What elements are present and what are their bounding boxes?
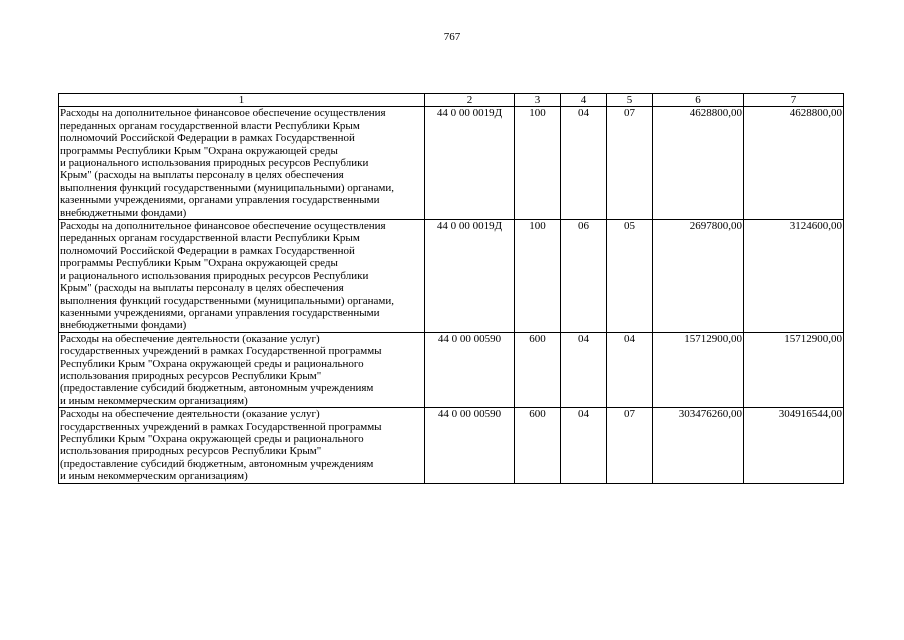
header-cell: 1 <box>59 94 425 107</box>
page-number: 767 <box>443 31 461 43</box>
amount-col6-cell: 4628800,00 <box>653 107 744 220</box>
expense-type-cell: 100 <box>515 107 561 220</box>
section-cell: 04 <box>561 107 607 220</box>
header-cell: 2 <box>425 94 515 107</box>
description-cell: Расходы на дополнительное финансовое обеспечение осуществления переданных органам государственной власти Республики Крым полномочий Российской Федерации в рамках Государственной программы Республики Крым "Охрана окружающей среды и рационального использования природных ресурсов Республики Крым" (расходы на выплаты персоналу в целях обеспечения выполнения функций государственными (муниципальными) органами, казенными учреждениями, органами управления государственными внебюджетными фондами) <box>59 220 425 333</box>
amount-col6-cell: 303476260,00 <box>653 408 744 483</box>
section-cell: 06 <box>561 220 607 333</box>
subsection-cell: 05 <box>607 220 653 333</box>
section-cell: 04 <box>561 332 607 407</box>
target-code-cell: 44 0 00 0019Д <box>425 107 515 220</box>
target-code-cell: 44 0 00 00590 <box>425 408 515 483</box>
header-cell: 6 <box>653 94 744 107</box>
amount-col6-cell: 15712900,00 <box>653 332 744 407</box>
section-cell: 04 <box>561 408 607 483</box>
table-row <box>59 220 844 333</box>
description-cell: Расходы на дополнительное финансовое обеспечение осуществления переданных органам государственной власти Республики Крым полномочий Российской Федерации в рамках Государственной программы Республики Крым "Охрана окружающей среды и рационального использования природных ресурсов Республики Крым" (расходы на выплаты персоналу в целях обеспечения выполнения функций государственными (муниципальными) органами, казенными учреждениями, органами управления государственными внебюджетными фондами) <box>59 107 425 220</box>
table-row <box>59 408 844 483</box>
description-cell: Расходы на обеспечение деятельности (оказание услуг) государственных учреждений в рамках Государственной программы Республики Крым "Охрана окружающей среды и рационального использования природных ресурсов Республики Крым" (предоставление субсидий бюджетным, автономным учреждениям и иным некоммерческим организациям) <box>59 332 425 407</box>
subsection-cell: 07 <box>607 107 653 220</box>
budget-table <box>58 93 844 484</box>
expense-type-cell: 100 <box>515 220 561 333</box>
amount-col6-cell: 2697800,00 <box>653 220 744 333</box>
amount-col7-cell: 3124600,00 <box>744 220 844 333</box>
description-cell: Расходы на обеспечение деятельности (оказание услуг) государственных учреждений в рамках Государственной программы Республики Крым "Охрана окружающей среды и рационального использования природных ресурсов Республики Крым" (предоставление субсидий бюджетным, автономным учреждениям и иным некоммерческим организациям) <box>59 408 425 483</box>
subsection-cell: 07 <box>607 408 653 483</box>
amount-col7-cell: 4628800,00 <box>744 107 844 220</box>
header-cell: 5 <box>607 94 653 107</box>
subsection-cell: 04 <box>607 332 653 407</box>
amount-col7-cell: 304916544,00 <box>744 408 844 483</box>
amount-col7-cell: 15712900,00 <box>744 332 844 407</box>
target-code-cell: 44 0 00 0019Д <box>425 220 515 333</box>
header-cell: 3 <box>515 94 561 107</box>
target-code-cell: 44 0 00 00590 <box>425 332 515 407</box>
expense-type-cell: 600 <box>515 332 561 407</box>
table-header-row <box>59 94 844 107</box>
header-cell: 7 <box>744 94 844 107</box>
expense-type-cell: 600 <box>515 408 561 483</box>
table-row <box>59 107 844 220</box>
header-cell: 4 <box>561 94 607 107</box>
table-row <box>59 332 844 407</box>
